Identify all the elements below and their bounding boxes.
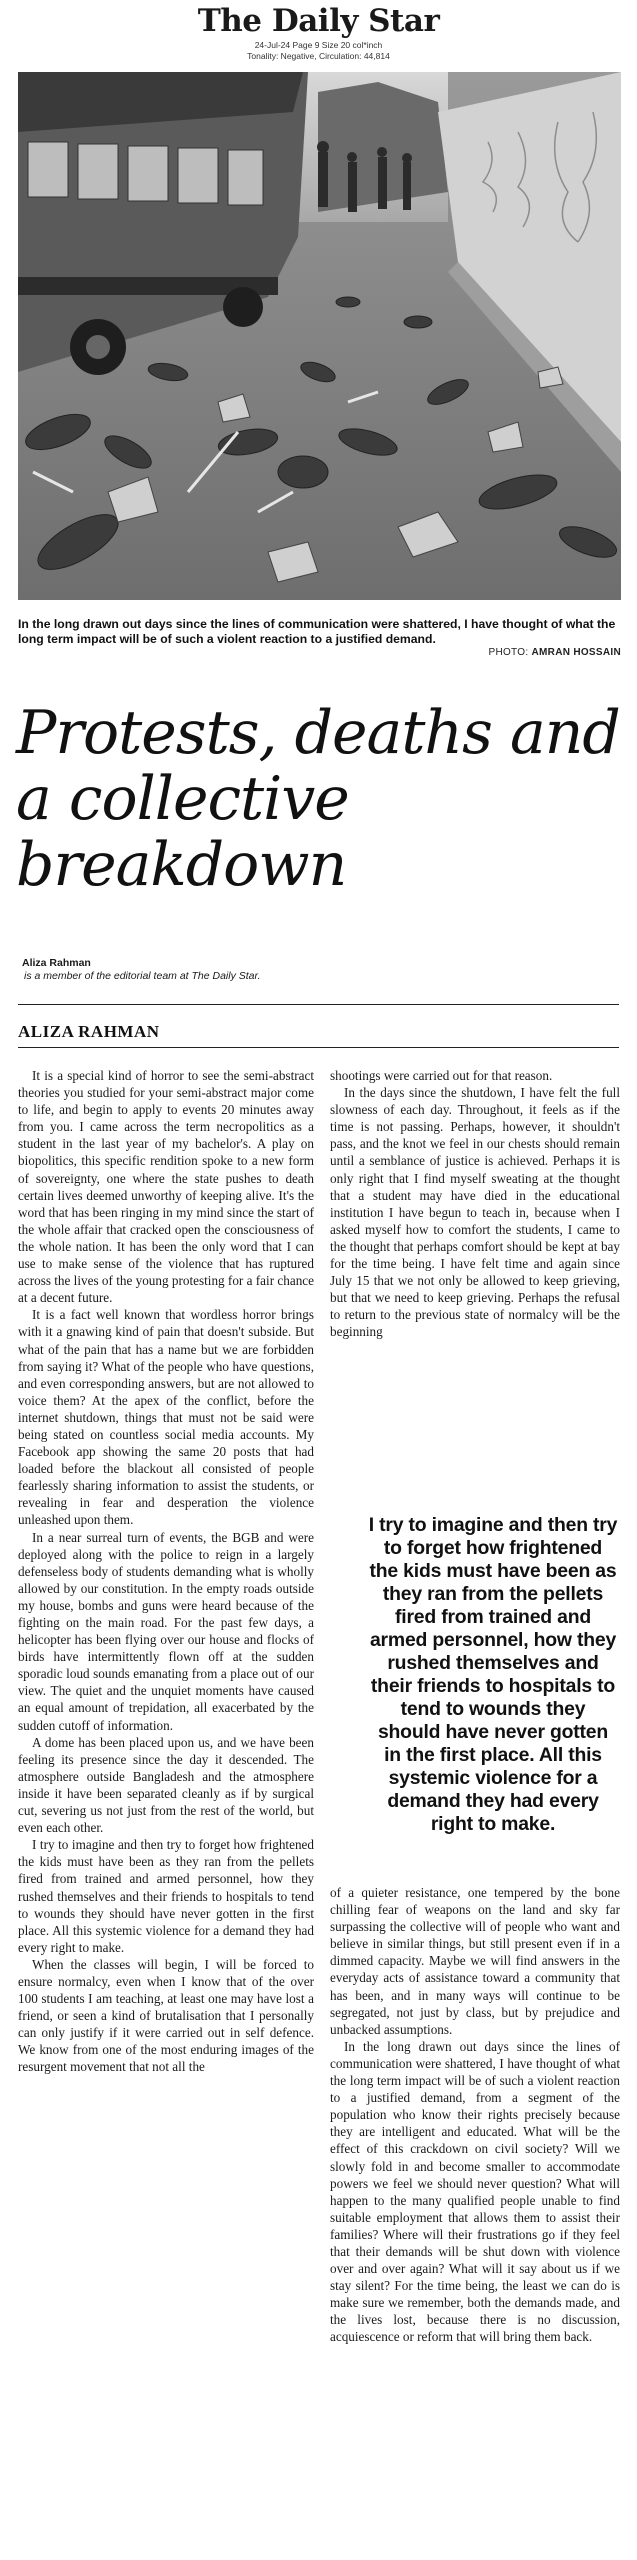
divider-bottom xyxy=(18,1047,619,1048)
photo-credit-label: PHOTO: xyxy=(488,647,529,658)
author-header: ALIZA RAHMAN xyxy=(18,1022,160,1041)
clipping-meta-date: 24-Jul-24 Page 9 Size 20 col*inch xyxy=(254,40,383,50)
paragraph: shootings were carried out for that reason. xyxy=(330,1068,553,1083)
article-column-right-top xyxy=(330,1067,620,1341)
article-column-left xyxy=(18,1067,314,2076)
news-photo xyxy=(18,72,621,600)
masthead xyxy=(0,0,637,72)
paragraph: A dome has been placed upon us, and we have been feeling its presence since the day it descended. The atmosphere outside Bangladesh and the atmosphere inside it have been separated cleanly as if by surgical cut, severing us not just from the rest of the world, but even each other. xyxy=(18,1734,314,1836)
paragraph: In the long drawn out days since the lines of communication were shattered, I have thought of what the long term impact will be of such a violent reaction to a justified demand, from a segment of the population who know their rights precisely because they are intelligent and educated. What will be the effect of this crackdown on civil society? Will we slowly fold in and become smaller to accommodate powers we feel we should never question? What will happen to the many qualified people unable to find suitable employment that allows them to assist their families? Where will their frustrations go if they feel that their demands will be shut down with violence over and over again? What will it say about us if we stay silent? For the time being, the least we can do is make sure we remember, both the demands made, and the lives lost, because there is no discussion, acquiescence or reform that will bring them back. xyxy=(330,2038,620,2345)
divider-top xyxy=(18,1004,619,1005)
paragraph: It is a special kind of horror to see the semi-abstract theories you studied for your semi-abstract major come to life, and begin to apply to events 20 minutes away from you. I came across the term necropolitics as a student in the last year of my bachelor's. A play on biopolitics, this specific rendition spoke to a new form of sovereignty, one where the state pushes to death certain lives deemed unworthy of keeping alive. It's the word that has been ringing in my mind since the start of the whole affair that cracked open the consciousness of the whole nation. It has been the only word that I can use to make sense of the violence that has ruptured across the lives of the young protesting for a fair chance at a decent future. xyxy=(18,1068,314,1306)
author-name: Aliza Rahman xyxy=(22,957,91,969)
paragraph: of a quieter resistance, one tempered by the bone chilling fear of weapons on the land and sky far surpassing the collective will of people who want and believe in similar things, but still present even if in a dimmed capacity. Maybe we will find answers in the everyday acts of assistance toward a community that has been, and in many ways will continue to be segregated, not just by class, but by prejudice and unbacked assumptions. xyxy=(330,1885,620,2037)
newspaper-logo: The Daily Star xyxy=(197,3,440,39)
article-column-right-bottom xyxy=(330,1884,620,2346)
photo-caption: In the long drawn out days since the lines of communication were shattered, I have thought of what the long term impact will be of such a violent reaction to a justified demand. xyxy=(18,617,616,646)
paragraph: I try to imagine and then try to forget how frightened the kids must have been as they ran from the pellets fired from trained and armed personnel, how they rushed themselves and their friends to hospitals to tend to wounds they should have never gotten in the first place. All this systemic violence for a demand they had every right to make. xyxy=(18,1837,314,1955)
paragraph: It is a fact well known that wordless horror brings with it a gnawing kind of pain that doesn't subside. But what of the pain that has a name but we are forbidden from saying it? What of the people who have questions, and even corresponding answers, but are not allowed to voice them? At the apex of the conflict, before the internet shutdown, things that must not be said were being stated on countless social media accounts. My Facebook app showing the same 20 posts that had loaded before the blackout all consisted of people fearlessly sharing information to assist the students, or revealing in fear and desperation the violence unleashed upon them. xyxy=(18,1307,314,1528)
clipping-meta-tonality: Tonality: Negative, Circulation: 44,814 xyxy=(247,51,390,61)
author-bio-box xyxy=(22,957,622,983)
pull-quote: I try to imagine and then try to forget how frightened the kids must have been as they ran from the pellets fired from trained and armed personnel, how they rushed themselves and their friends to hospitals to tend to wounds they should have never gotten in the first place. All this systemic violence for a demand they had every right to make. xyxy=(368,1514,618,1835)
author-bio: is a member of the editorial team at The Daily Star. xyxy=(24,970,261,982)
article-headline: Protests, deaths and a collective breakdown xyxy=(16,698,620,900)
photo-credit xyxy=(488,647,621,658)
paragraph: In a near surreal turn of events, the BGB and were deployed along with the police to reign in a largely defenseless body of students demanding what is wholly allowed by our constitution. In the empty roads outside my house, bombs and guns were heard because of the fighting on the main road. For the past few days, a helicopter has been flying over our house and flocks of birds have intermittently flown off at the sudden sporadic loud sounds emanating from a place out of our view. The quiet and the unquiet moments have caused an equal amount of trepidation, all exacerbated by the sudden cutoff of information. xyxy=(18,1529,314,1733)
photo-credit-name: AMRAN HOSSAIN xyxy=(531,647,621,658)
paragraph: In the days since the shutdown, I have felt the full slowness of each day. Throughout, it feels as if the time is not passing. Perhaps, however, it shouldn't pass, and the knot we feel in our chests should remain until a semblance of justice is achieved. Perhaps it is only right that I find myself sweating at the thought that a student may have died in the educational institution I have begun to teach in, because when I asked myself how to comfort the students, I came to the thought that perhaps comfort should be kept at bay for the time being. I have felt time and again since July 15 that we not only be allowed to keep grieving, but that we need to keep grieving. Perhaps the refusal to return to the previous state of normalcy will be the beginning xyxy=(330,1085,620,1340)
paragraph: When the classes will begin, I will be forced to ensure normalcy, even when I know that of the over 100 students I am teaching, at least one may have lost a friend, or seen a kind of brutalisation that I personally can only justify if it were carried out in self defence. We know from one of the most enduring images of the resurgent movement that not all the xyxy=(18,1956,314,2075)
